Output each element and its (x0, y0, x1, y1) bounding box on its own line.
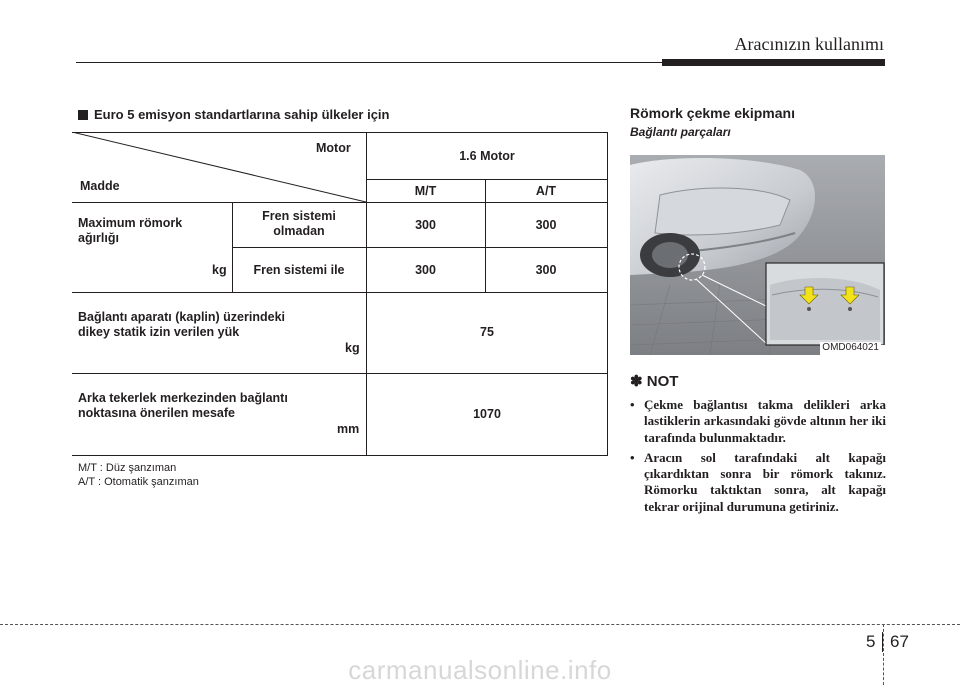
col-mt-header: M/T (414, 184, 437, 198)
car-rear-illustration (630, 155, 885, 355)
row-distance-label: Arka tekerlek merkezinden bağlantı noktasına önerilen mesafe (78, 391, 288, 420)
row-distance-unit: mm (337, 422, 360, 436)
note-heading: ✽ NOT (630, 373, 679, 390)
section-title-text: Euro 5 emisyon standartlarına sahip ülkeler için (94, 107, 390, 122)
vertical-load-value: 75 (480, 325, 494, 339)
with-brake-mt-value: 300 (415, 263, 436, 277)
watermark: carmanualsonline.info (348, 655, 612, 685)
hitch-location-figure (630, 155, 885, 355)
col-at-header: A/T (535, 184, 557, 198)
towing-equipment-title: Römork çekme ekipmanı (630, 105, 795, 121)
corner-motor-label: Motor (316, 141, 351, 155)
row-vertical-load-unit: kg (345, 341, 360, 355)
engine-header: 1.6 Motor (459, 149, 515, 163)
row-vertical-load-label: Bağlantı aparatı (kaplin) üzerindeki dikey statik izin verilen yük (78, 310, 285, 339)
footnote-mt: M/T : Düz şanzıman (78, 462, 177, 474)
row-max-weight-unit: kg (212, 263, 227, 277)
header-rule (76, 62, 664, 63)
towing-equipment-subtitle: Bağlantı parçaları (630, 125, 731, 139)
no-brake-mt-value: 300 (415, 218, 436, 232)
no-brake-label: Fren sistemi olmadan (262, 209, 336, 238)
header-title: Aracınızın kullanımı (734, 34, 884, 54)
towing-table (72, 132, 608, 456)
footnote-at: A/T : Otomatik şanzıman (78, 476, 199, 488)
section-title (78, 107, 390, 122)
page-section: 5 (866, 632, 876, 651)
with-brake-at-value: 300 (535, 263, 557, 277)
footer-rule (0, 624, 960, 625)
note-item: • Çekme bağlantısı takma delikleri arka lastiklerin arkasındaki gövde altının her iki tarafında bulunmaktadır. (630, 397, 886, 445)
with-brake-label: Fren sistemi ile (253, 263, 345, 277)
row-max-weight-label: Maximum römork ağırlığı (78, 216, 183, 245)
note-item: • Aracın sol tarafındaki alt kapağı çıkardıktan sonra bir römork takınız. Römorku taktıktan sonra, alt kapağı tekrar orijinal durumuna getiriniz. (630, 449, 886, 514)
square-bullet-icon (78, 110, 88, 120)
note-list (630, 397, 886, 519)
header-rule-bar (662, 59, 885, 66)
distance-value: 1070 (473, 407, 501, 421)
page-number: 67 (890, 632, 909, 651)
figure-code: OMD064021 (822, 342, 879, 353)
corner-madde-label: Madde (80, 179, 120, 193)
no-brake-at-value: 300 (535, 218, 557, 232)
